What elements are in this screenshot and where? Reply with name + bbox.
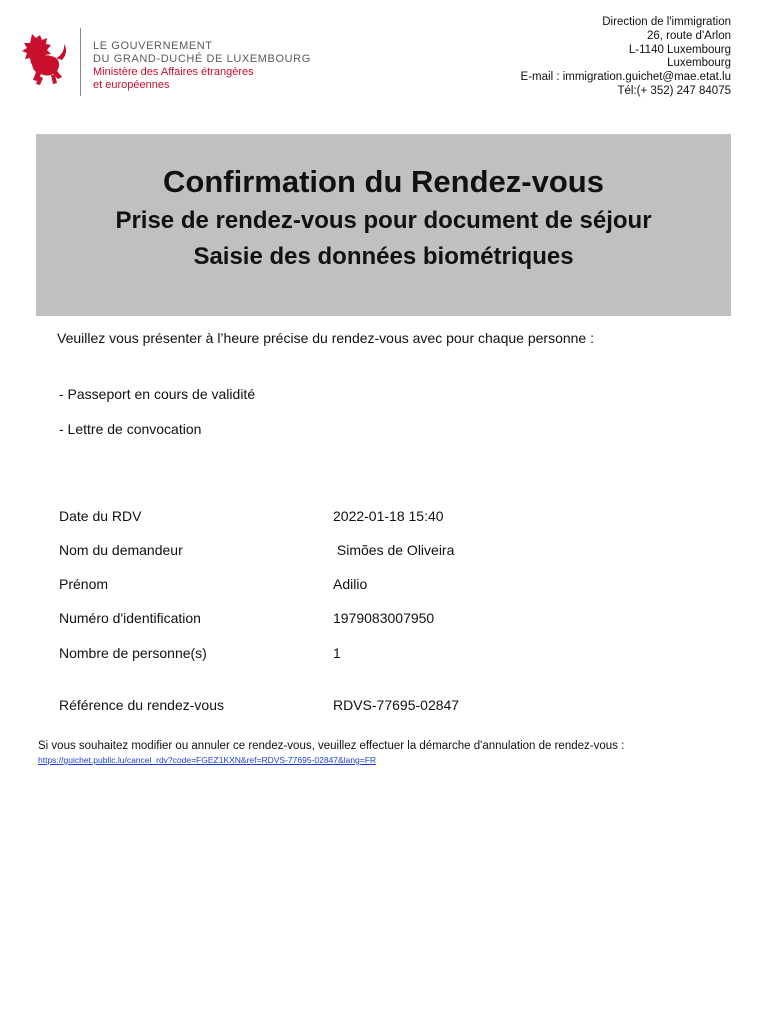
detail-label: Date du RDV xyxy=(59,508,142,524)
address-line-3: L-1140 Luxembourg xyxy=(628,43,731,56)
logo-line-1: LE GOUVERNEMENT xyxy=(93,40,213,52)
detail-value: Adilio xyxy=(333,576,368,592)
detail-label: Prénom xyxy=(59,576,109,592)
document-subtitle-1: Prise de rendez-vous pour document de séjour xyxy=(115,207,652,234)
logo-line-3: Ministère des Affaires étrangères xyxy=(93,66,254,78)
cancellation-note: Si vous souhaitez modifier ou annuler ce rendez-vous, veuillez effectuer la démarche d'annulation de rendez-vous : xyxy=(38,740,625,752)
detail-value: 1979083007950 xyxy=(333,610,435,626)
detail-value: RDVS-77695-02847 xyxy=(333,697,460,713)
cancellation-link[interactable]: https://guichet.public.lu/cancel_rdv?code=FGEZ1KXN&ref=RDVS-77695-02847&lang=FR xyxy=(38,755,377,765)
detail-value: 2022-01-18 15:40 xyxy=(333,508,444,524)
detail-label: Nom du demandeur xyxy=(59,542,183,558)
address-email: E-mail : immigration.guichet@mae.etat.lu xyxy=(520,71,731,84)
address-line-4: Luxembourg xyxy=(667,57,731,70)
document-title: Confirmation du Rendez-vous xyxy=(163,164,604,199)
document-subtitle-2: Saisie des données biométriques xyxy=(193,243,574,270)
logo-line-4: et européennes xyxy=(93,79,170,91)
requirement-item: - Passeport en cours de validité xyxy=(59,386,256,402)
instructions-text: Veuillez vous présenter à l’heure précise du rendez-vous avec pour chaque personne : xyxy=(57,330,594,346)
detail-value: Simões de Oliveira xyxy=(333,542,455,558)
logo-divider xyxy=(80,28,81,96)
detail-label: Nombre de personne(s) xyxy=(59,645,207,661)
office-address xyxy=(521,16,731,99)
requirement-item: - Lettre de convocation xyxy=(59,421,202,437)
detail-label: Référence du rendez-vous xyxy=(59,697,224,713)
detail-label: Numéro d'identification xyxy=(59,610,201,626)
address-phone: Tél:(+ 352) 247 84075 xyxy=(617,84,731,97)
address-line-1: Direction de l'immigration xyxy=(602,16,731,28)
title-banner xyxy=(36,134,731,316)
logo-text xyxy=(93,40,311,92)
logo-line-2: DU GRAND-DUCHÉ DE LUXEMBOURG xyxy=(93,53,311,65)
red-lion-icon xyxy=(22,28,68,88)
government-logo xyxy=(22,28,311,96)
detail-value: 1 xyxy=(333,645,341,661)
address-line-2: 26, route d'Arlon xyxy=(646,29,731,42)
